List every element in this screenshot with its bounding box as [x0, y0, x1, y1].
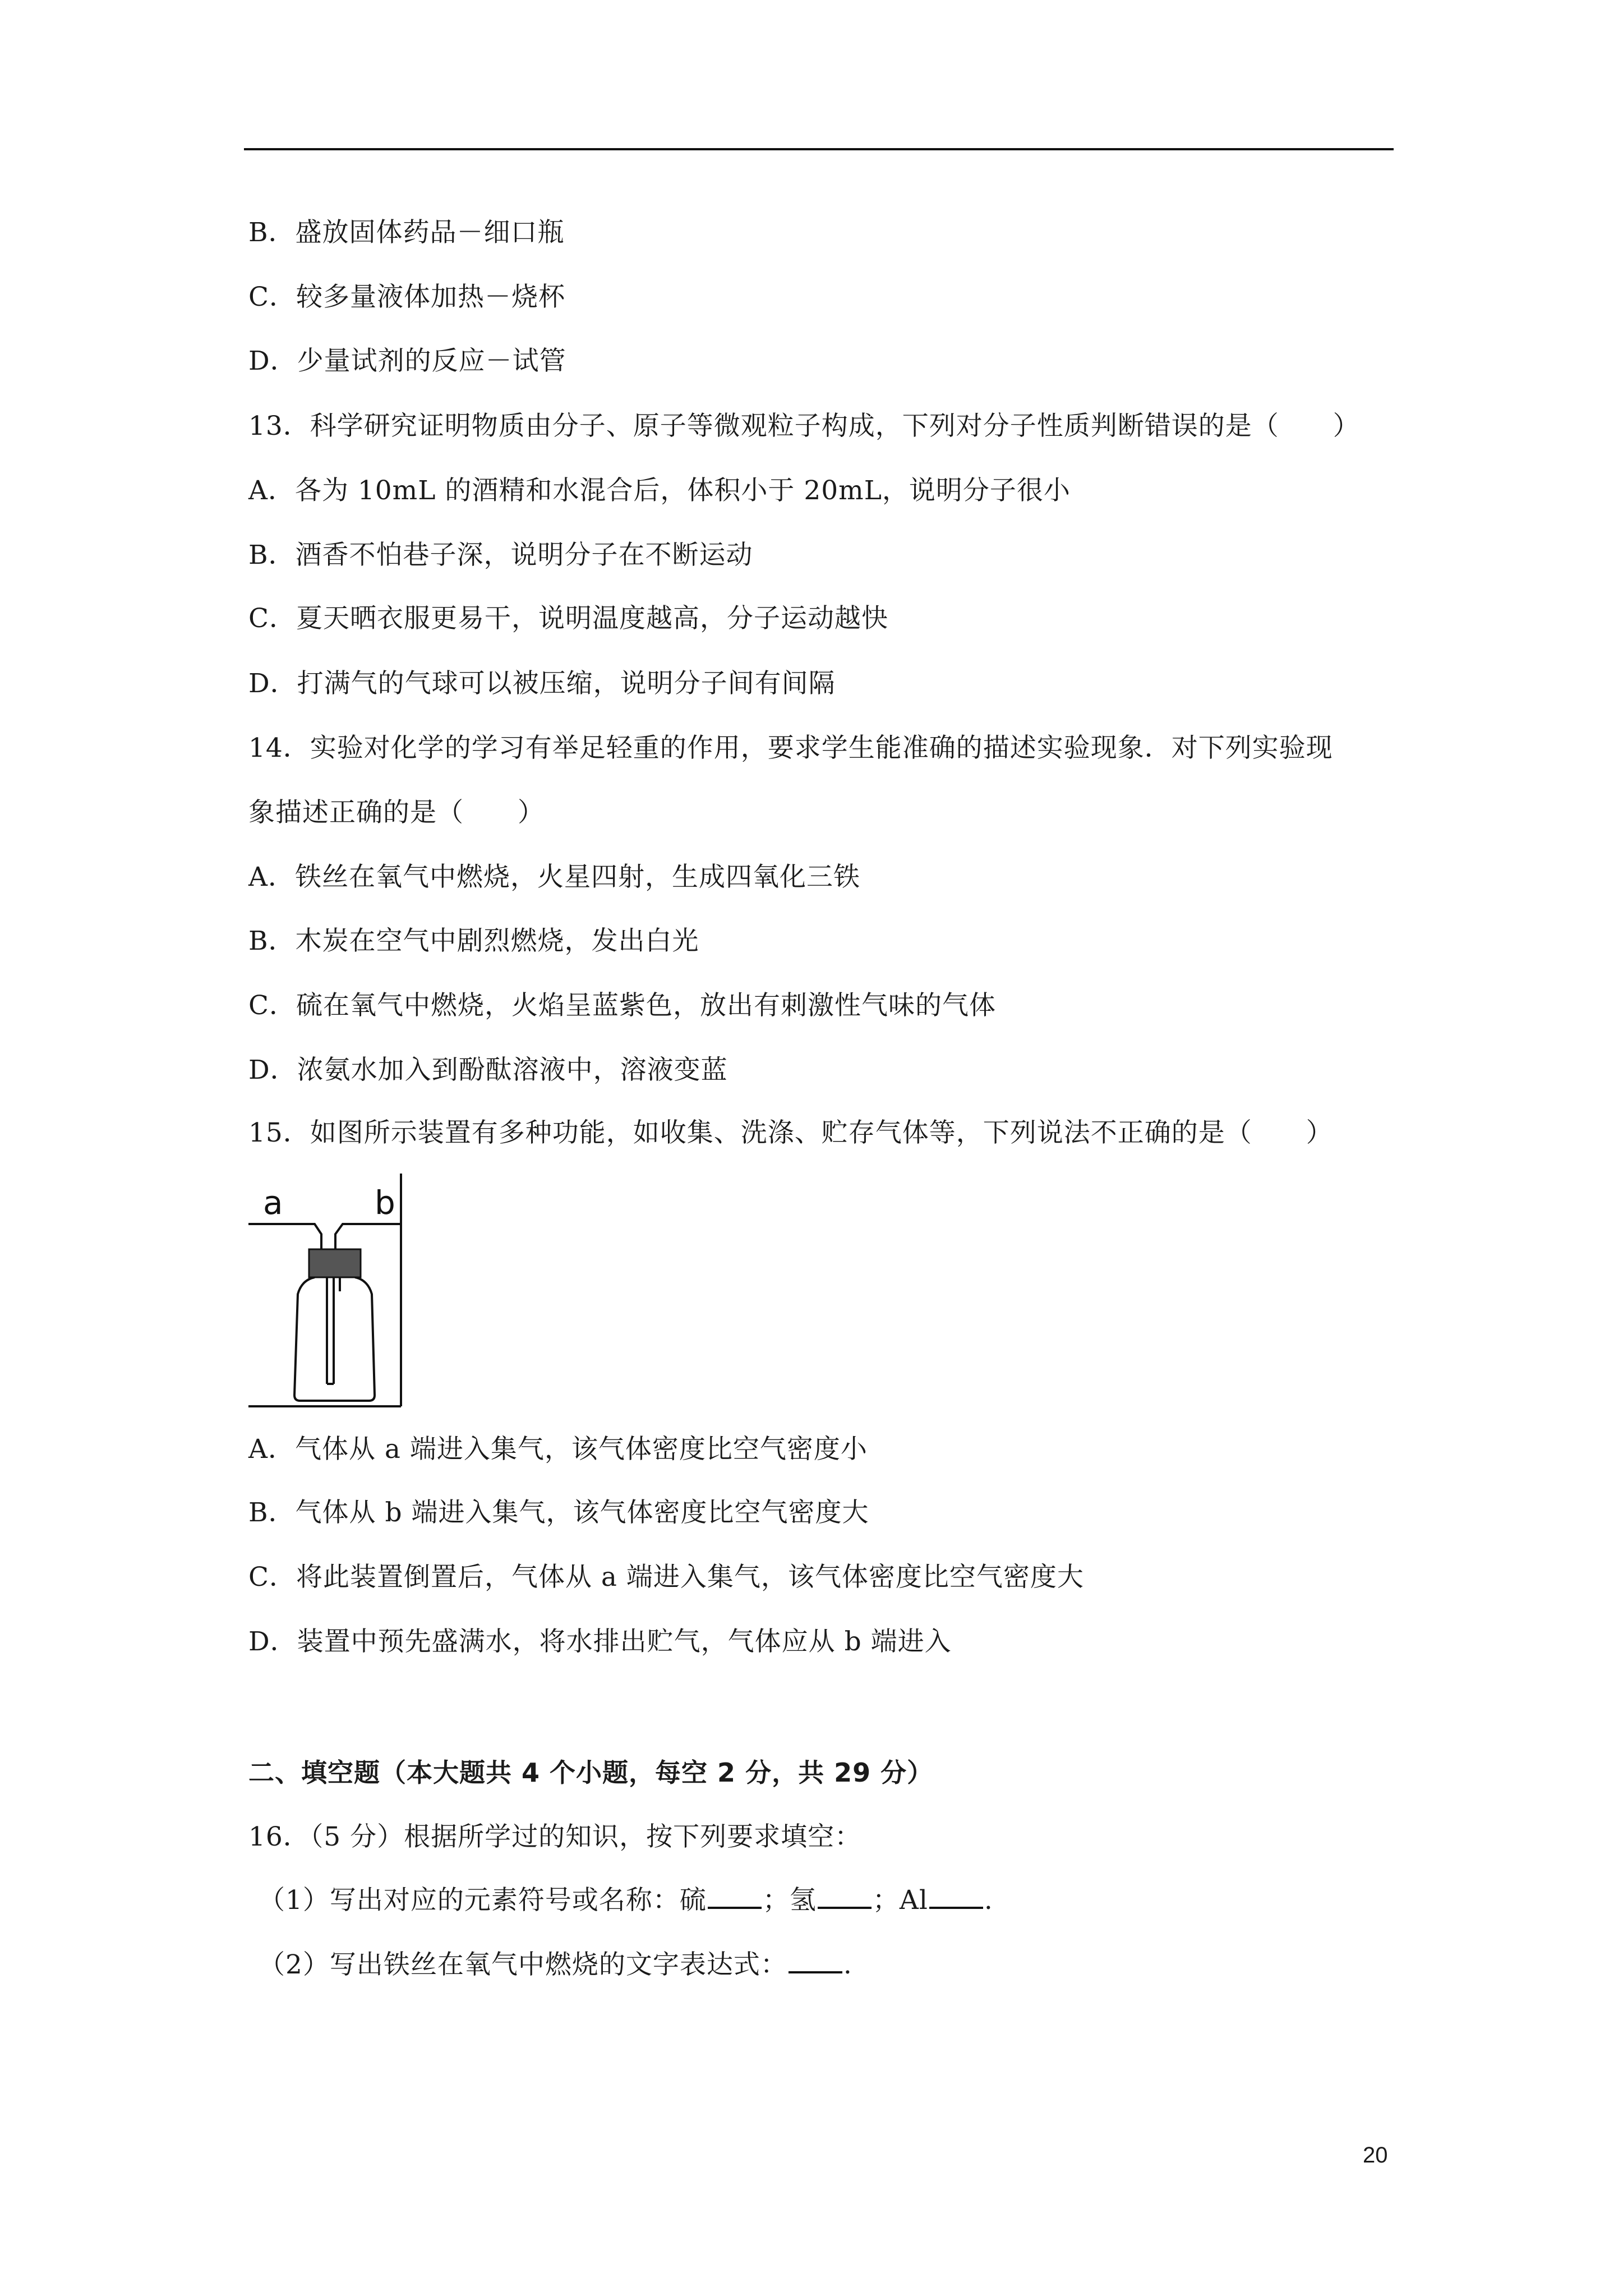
q14-option-d: D．浓氨水加入到酚酞溶液中，溶液变蓝: [248, 1055, 728, 1085]
q16-part1-sep2: ；Al: [872, 1885, 928, 1916]
q14-stem-line1: 14．实验对化学的学习有举足轻重的作用，要求学生能准确的描述实验现象．对下列实验现: [248, 733, 1333, 763]
q16-stem: 16．（5 分）根据所学过的知识，按下列要求填空：: [248, 1821, 862, 1852]
q16-part1-end: .: [984, 1885, 993, 1916]
q12-option-b: B．盛放固体药品－细口瓶: [248, 217, 565, 248]
q13-stem: 13．科学研究证明物质由分子、原子等微观粒子构成，下列对分子性质判断错误的是（ ）: [248, 411, 1360, 441]
q15-option-d: D．装置中预先盛满水，将水排出贮气，气体应从 b 端进入: [248, 1626, 952, 1657]
port-label-b: b: [375, 1184, 395, 1222]
q14-option-a: A．铁丝在氧气中燃烧，火星四射，生成四氧化三铁: [248, 862, 860, 892]
q13-option-a: A．各为 10mL 的酒精和水混合后，体积小于 20mL，说明分子很小: [248, 475, 1071, 506]
q15-stem: 15．如图所示装置有多种功能，如收集、洗涤、贮存气体等，下列说法不正确的是（ ）: [248, 1117, 1333, 1148]
q16-part2-prefix: （2）写出铁丝在氧气中燃烧的文字表达式：: [259, 1949, 787, 1980]
q13-option-b: B．酒香不怕巷子深，说明分子在不断运动: [248, 540, 753, 570]
q12-option-d: D．少量试剂的反应－试管: [248, 346, 566, 376]
page-number: 20: [1363, 2143, 1388, 2168]
q15-option-a: A．气体从 a 端进入集气，该气体密度比空气密度小: [248, 1434, 868, 1465]
q16-part2: [259, 1948, 852, 1982]
port-label-a: a: [263, 1184, 283, 1222]
q16-part2-end: .: [843, 1949, 852, 1980]
q14-option-c: C．硫在氧气中燃烧，火焰呈蓝紫色，放出有刺激性气味的气体: [248, 990, 996, 1021]
answer-blank[interactable]: [789, 1949, 842, 1973]
q15-option-c: C．将此装置倒置后，气体从 a 端进入集气，该气体密度比空气密度大: [248, 1562, 1084, 1593]
q13-option-c: C．夏天晒衣服更易干，说明温度越高，分子运动越快: [248, 603, 888, 634]
section-heading: 二、填空题（本大题共 4 个小题，每空 2 分，共 29 分）: [248, 1757, 934, 1788]
q16-part1: [259, 1884, 993, 1917]
answer-blank[interactable]: [708, 1884, 762, 1909]
q14-stem-line2: 象描述正确的是（ ）: [248, 797, 545, 828]
q12-option-c: C．较多量液体加热－烧杯: [248, 282, 565, 312]
answer-blank[interactable]: [929, 1884, 983, 1909]
stopper-shape: [309, 1249, 361, 1277]
header-rule: [244, 148, 1394, 150]
q16-part1-prefix: （1）写出对应的元素符号或名称：硫: [259, 1885, 707, 1916]
q16-part1-sep1: ；氢: [762, 1885, 817, 1916]
gas-bottle-figure: [248, 1174, 417, 1409]
answer-blank[interactable]: [818, 1884, 872, 1909]
q14-option-b: B．木炭在空气中剧烈燃烧，发出白光: [248, 926, 699, 956]
q13-option-d: D．打满气的气球可以被压缩，说明分子间有间隔: [248, 668, 836, 699]
q15-option-b: B．气体从 b 端进入集气，该气体密度比空气密度大: [248, 1497, 869, 1528]
